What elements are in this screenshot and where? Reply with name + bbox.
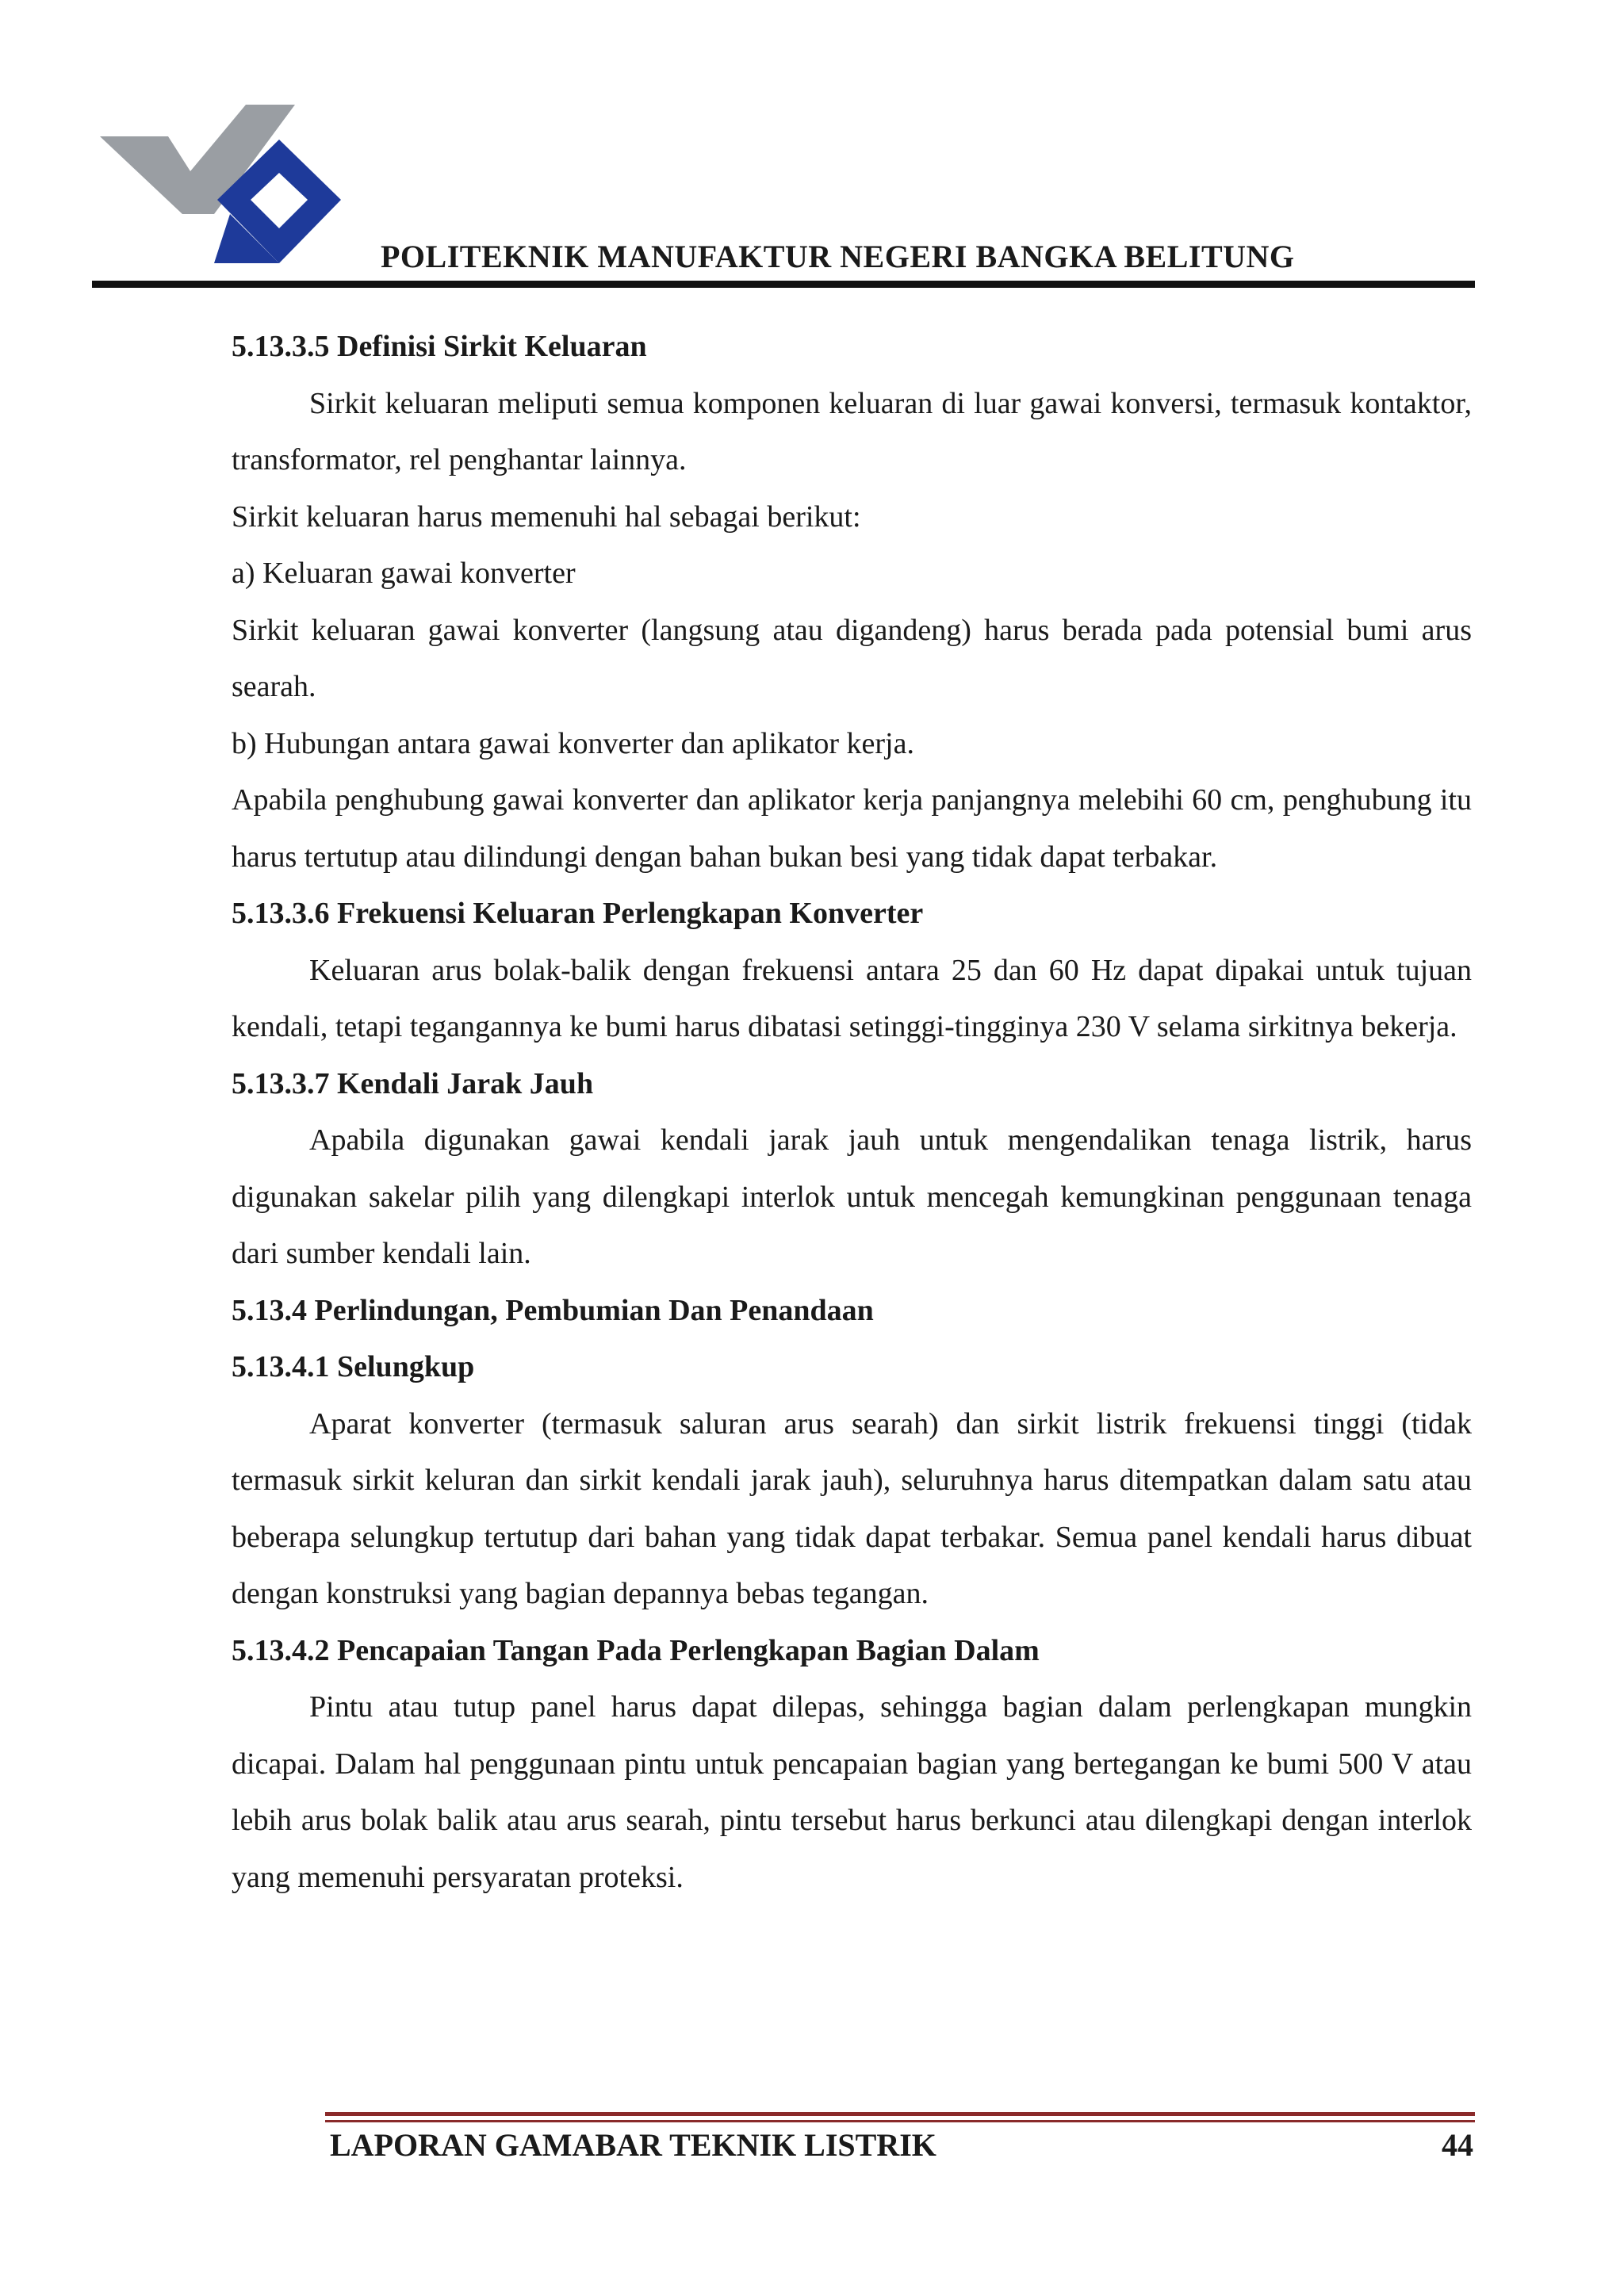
body-paragraph: Sirkit keluaran harus memenuhi hal sebagai berikut: <box>232 499 861 534</box>
body-paragraph: Sirkit keluaran meliputi semua komponen keluaran di luar gawai konversi, termasuk kontaktor, transformator, rel penghantar lainnya. <box>232 386 1472 476</box>
body-paragraph: Keluaran arus bolak-balik dengan frekuensi antara 25 dan 60 Hz dapat dipakai untuk tujuan kendali, tetapi tegangannya ke bumi harus dibatasi setinggi-tingginya 230 V selama sirkitnya bekerja. <box>232 953 1472 1043</box>
body-paragraph: Aparat konverter (termasuk saluran arus searah) dan sirkit listrik frekuensi tinggi (tidak termasuk sirkit keluran dan sirkit kendali jarak jauh), seluruhnya harus ditempatkan dalam satu atau beberapa selungkup tertutup dari bahan yang tidak dapat terbakar. Semua panel kendali harus dibuat dengan konstruksi yang bagian depannya bebas tegangan. <box>232 1406 1472 1610</box>
polman-babel-logo-icon <box>95 95 349 270</box>
list-item: b) Hubungan antara gawai konverter dan aplikator kerja. <box>232 726 914 760</box>
footer-divider-thin <box>325 2120 1475 2122</box>
body-paragraph: Apabila digunakan gawai kendali jarak jauh untuk mengendalikan tenaga listrik, harus digunakan sakelar pilih yang dilengkapi interlok untuk mencegah kemungkinan penggunaan tenaga dari sumber kendali lain. <box>232 1123 1472 1270</box>
header-divider <box>92 281 1475 288</box>
section-heading: 5.13.4.1 Selungkup <box>232 1350 475 1383</box>
list-item: a) Keluaran gawai konverter <box>232 557 576 590</box>
section-heading: 5.13.4.2 Pencapaian Tangan Pada Perlengkapan Bagian Dalam <box>232 1633 1040 1667</box>
section-heading: 5.13.3.5 Definisi Sirkit Keluaran <box>232 330 647 363</box>
footer-title: LAPORAN GAMABAR TEKNIK LISTRIK <box>330 2127 936 2163</box>
body-paragraph: Sirkit keluaran gawai konverter (langsung atau digandeng) harus berada pada potensial bumi arus searah. <box>232 613 1472 703</box>
body-paragraph: Pintu atau tutup panel harus dapat dilepas, sehingga bagian dalam perlengkapan mungkin dicapai. Dalam hal penggunaan pintu untuk pencapaian bagian yang bertegangan ke bumi 500 V atau lebih arus bolak balik atau arus searah, pintu tersebut harus berkunci atau dilengkapi dengan interlok yang memenuhi persyaratan proteksi. <box>232 1690 1472 1894</box>
footer-divider <box>325 2112 1475 2116</box>
page-number: 44 <box>1442 2127 1473 2163</box>
institution-name: POLITEKNIK MANUFAKTUR NEGERI BANGKA BELITUNG <box>381 239 1295 274</box>
document-body <box>232 319 1472 1906</box>
section-heading: 5.13.3.7 Kendali Jarak Jauh <box>232 1066 594 1100</box>
body-paragraph: Apabila penghubung gawai konverter dan aplikator kerja panjangnya melebihi 60 cm, penghubung itu harus tertutup atau dilindungi dengan bahan bukan besi yang tidak dapat terbakar. <box>232 783 1472 874</box>
section-heading: 5.13.4 Perlindungan, Pembumian Dan Penandaan <box>232 1293 874 1327</box>
section-heading: 5.13.3.6 Frekuensi Keluaran Perlengkapan Konverter <box>232 897 924 930</box>
